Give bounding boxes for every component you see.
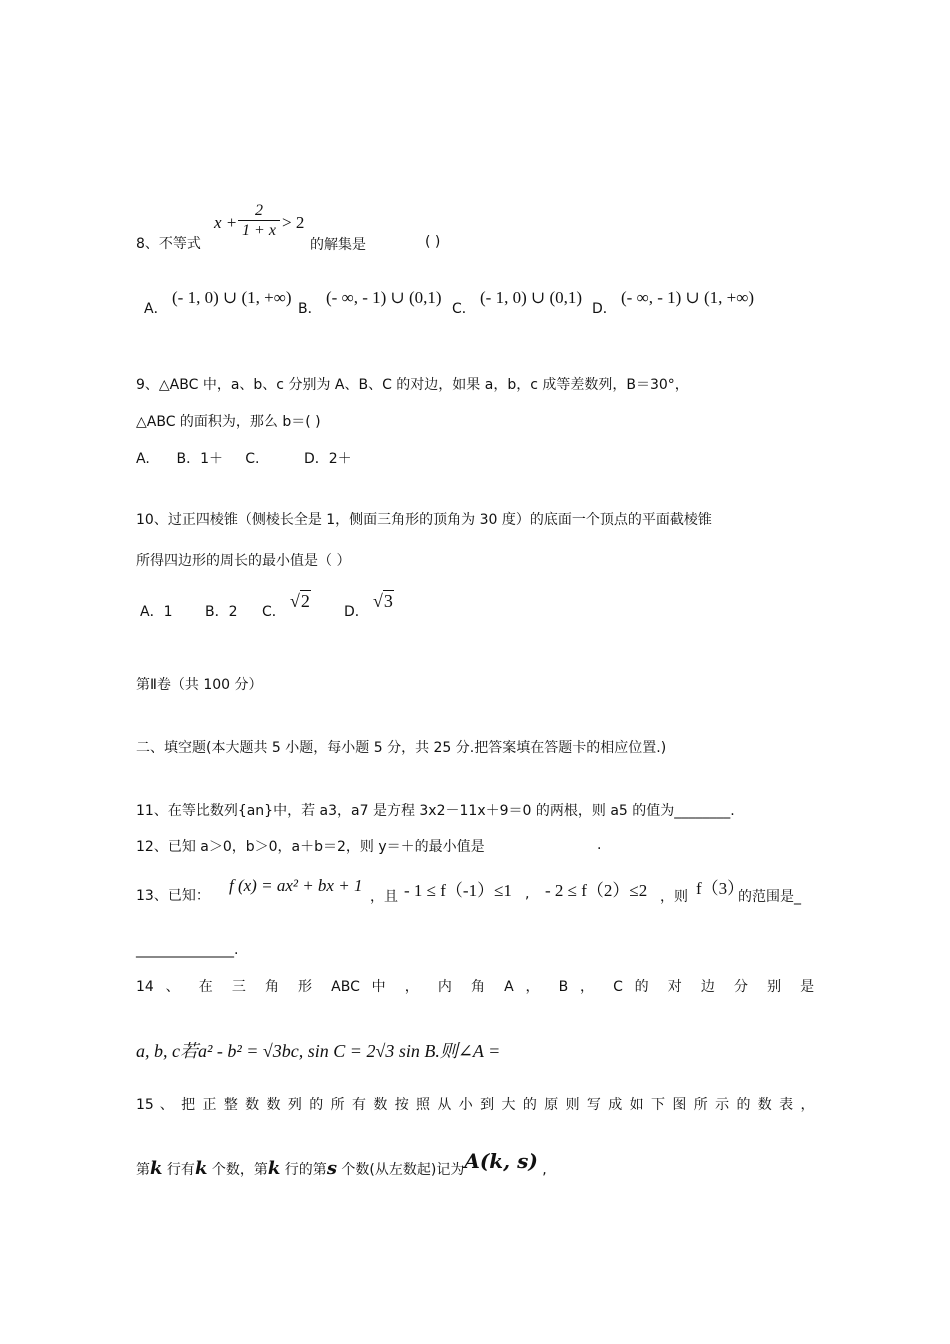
q15-var-k3: k [267,1158,281,1179]
q15-char: 图 [672,1097,688,1113]
q14-char: 、 [165,979,187,995]
q15-char: 正 [202,1097,218,1113]
q15-char: 原 [544,1097,560,1113]
q15-char: 从 [437,1097,453,1113]
q12: 12、已知 a＞0，b＞0，a＋b＝2，则 y＝＋的最小值是 [136,839,485,855]
q14-char: 中 [371,979,393,995]
q9-line2: △ABC 的面积为，那么 b＝( ) [136,414,321,430]
q14-char: 边 [700,979,723,995]
q10-option-b: B．2 [205,604,238,620]
radicand-2: 2 [300,591,310,611]
q15-char: 则 [565,1097,582,1113]
q15-line1 [136,1095,814,1115]
q12-end: . [597,837,602,853]
q15-char: 数 [245,1097,261,1113]
q15-char: 的 [736,1097,752,1113]
q15-var-k2: k [194,1158,208,1179]
q8-option-b: (- ∞, - 1) ∪ (0,1) [326,288,442,307]
q13-mid: ，且 [370,889,398,905]
q15-char: 把 [181,1097,197,1113]
q15-char: 按 [394,1097,411,1113]
q9-options: A. B．1＋ C. D．2＋ [136,451,352,467]
q15-line2 [136,1149,547,1179]
q14-char: 的 [634,979,656,995]
q15-text-6: , [537,1162,547,1178]
q14-char: 是 [800,979,815,995]
q15-char: 、 [159,1097,176,1113]
q15-text-1: 第 [136,1162,150,1178]
q14-char: 角 [470,979,493,995]
q14-line2: a, b, c若a² - b² = √3bc, sin C = 2√3 sin B.则∠A = [136,1041,501,1061]
q10-line2: 所得四边形的周长的最小值是（ ） [136,553,351,569]
q14-char: 分 [733,979,756,995]
q14-char: C [613,979,623,995]
q13-prefix: 13、已知： [136,888,210,904]
q15-char: 下 [651,1097,667,1113]
q8-option-a-label: A． [144,301,168,317]
q14-char: ， [579,979,602,995]
q14-char: 内 [437,979,460,995]
q14-char: 14 [136,979,154,995]
q14-char: ， [525,979,547,995]
q14-char: ABC [331,979,360,995]
q8-fraction [238,202,280,241]
q9-line1: 9、△ABC 中，a、b、c 分别为 A、B、C 的对边，如果 a，b，c 成等差数列，B＝30°， [136,377,689,393]
q15-char: 成 [608,1097,624,1113]
q14-char: B [558,979,569,995]
part-two-heading: 第Ⅱ卷（共 100 分） [136,677,263,693]
q15-text-4: 行的第 [280,1162,327,1178]
q15-char: 示 [715,1097,731,1113]
q14-char: ， [404,979,427,995]
q14-char: 形 [298,979,320,995]
q15-char: 小 [458,1097,475,1113]
q8-frac-right: > 2 [282,213,305,232]
q15-char: 的 [522,1097,539,1113]
q13-line2: ______________. [136,942,239,958]
q8-frac-num: 2 [255,202,263,219]
q15-text-3: 个数，第 [207,1162,268,1178]
q14-char: 对 [667,979,690,995]
q13-comma: , [525,886,530,902]
q15-char: ， [800,1097,815,1113]
q15-char: 表 [779,1097,795,1113]
q15-var-k1: k [150,1158,163,1179]
q10-line1: 10、过正四棱锥（侧棱长全是 1，侧面三角形的顶角为 30 度）的底面一个顶点的平面截棱锥 [136,512,712,528]
q14-char: 三 [231,979,254,995]
q13-cond1: - 1 ≤ f（-1）≤1 [404,881,512,900]
q15-char: 数 [266,1097,282,1113]
q8-frac-den: 1 + x [242,222,276,239]
q8-option-c-label: C． [452,301,476,317]
q11: 11、在等比数列{an}中，若 a3，a7 是方程 3x2－11x＋9＝0 的两根，则 a5 的值为________. [136,803,735,819]
q10-option-c: C． [262,604,286,620]
q8-option-d: (- ∞, - 1) ∪ (1, +∞) [621,288,755,307]
q13-then: ，则 [660,889,688,905]
q15-text-2: 行有 [162,1162,195,1178]
q15-char: 到 [480,1097,496,1113]
q10-option-a: A．1 [140,604,173,620]
q13-cond2: - 2 ≤ f（2）≤2 [545,881,648,900]
q10-sqrt-3: √3 [373,591,393,611]
q15-char: 有 [351,1097,368,1113]
q15-char: 大 [501,1097,517,1113]
q8-option-a: (- 1, 0) ∪ (1, +∞) [172,288,292,307]
q8-option-d-label: D． [592,301,617,317]
q10-option-d: D． [344,604,369,620]
q15-char: 照 [416,1097,432,1113]
q15-char: 所 [693,1097,710,1113]
q14-char: 角 [264,979,287,995]
q15-text-5: 个数(从左数起)记为 [336,1162,465,1178]
q15-term-A: A(k, s) [464,1149,538,1173]
q15-char: 所 [330,1097,347,1113]
section-two-heading: 二、填空题(本大题共 5 小题，每小题 5 分，共 25 分.把答案填在答题卡的相应位置.) [136,740,667,756]
q15-char: 的 [309,1097,325,1113]
q13-f3: f（3） [696,879,745,898]
q15-var-s: s [326,1158,337,1179]
radicand-3: 3 [383,591,393,611]
q14-char: 别 [767,979,789,995]
q15-char: 15 [136,1097,154,1113]
q8-prefix: 8、不等式 [136,236,201,252]
q8-option-c: (- 1, 0) ∪ (0,1) [480,288,583,307]
q13-tail: 的范围是_ [738,889,801,905]
q15-char: 数 [757,1097,774,1113]
q8-suffix: 的解集是 [310,237,366,253]
q10-sqrt-2: √2 [290,591,310,611]
q15-char: 写 [586,1097,603,1113]
q13-function: f (x) = ax² + bx + 1 [229,876,363,895]
q8-frac-left: x + [214,213,238,232]
q8-paren: ( ) [425,234,441,250]
q15-char: 整 [223,1097,240,1113]
q14-line1 [136,977,814,997]
q14-char: 在 [198,979,221,995]
q8-option-b-label: B． [298,301,322,317]
q15-char: 数 [373,1097,389,1113]
q14-char: A [504,979,514,995]
q15-char: 如 [629,1097,646,1113]
q15-char: 列 [287,1097,304,1113]
